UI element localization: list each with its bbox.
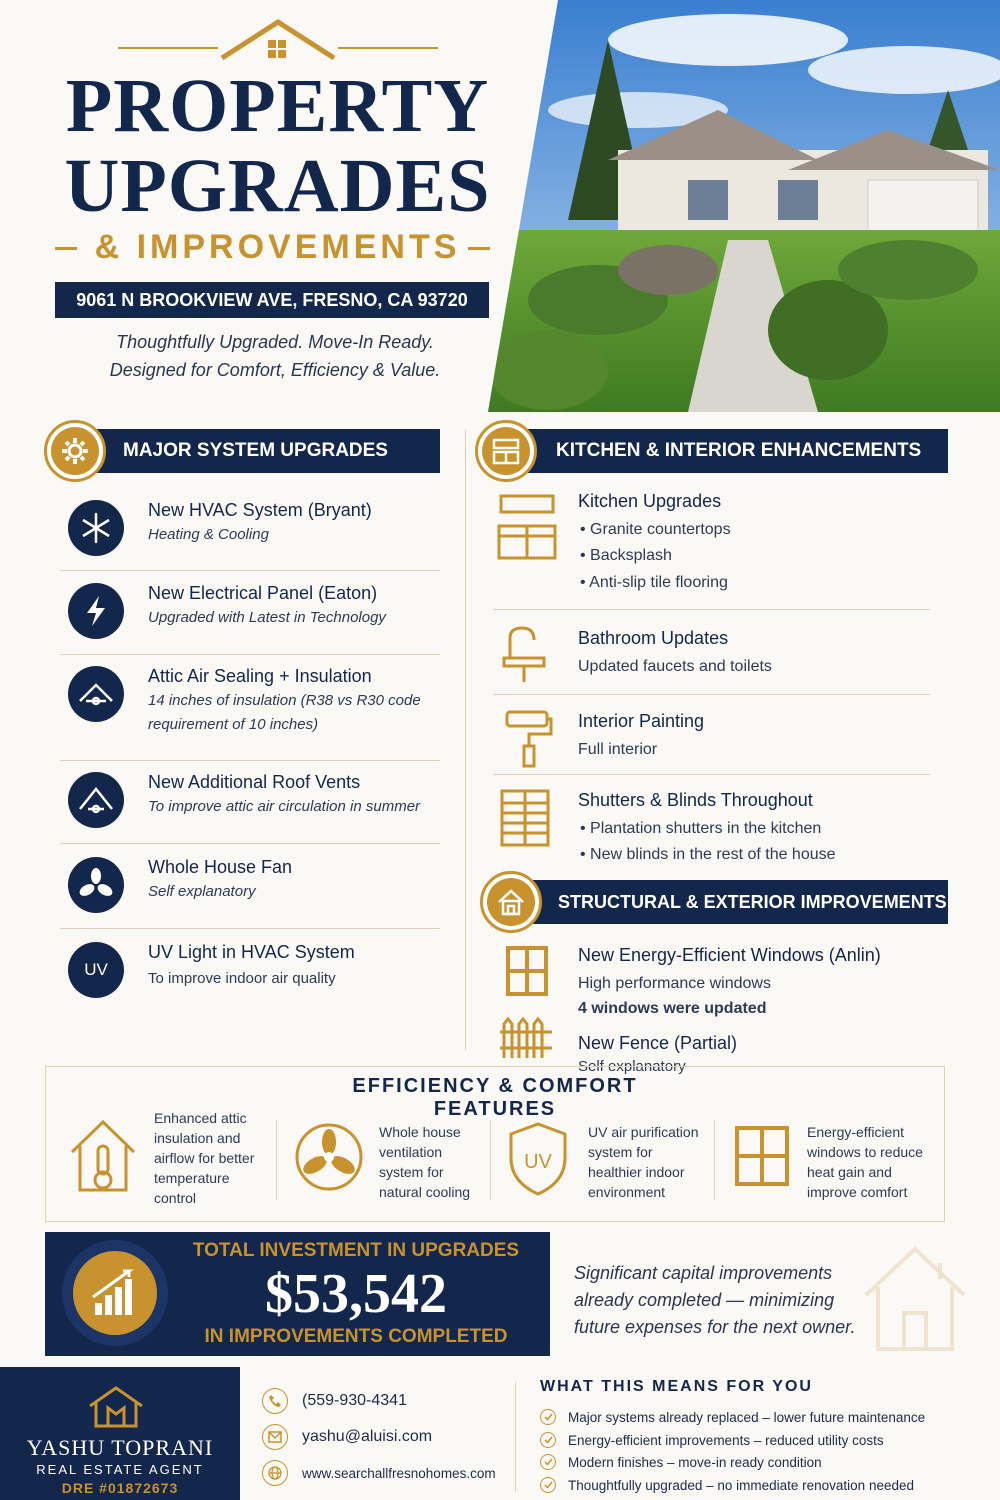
gear-icon [51,427,99,475]
thermometer-house-icon [68,1116,138,1201]
divider [60,928,440,929]
means-item [540,1454,822,1470]
structural-heading [520,880,948,924]
email-link[interactable] [262,1424,432,1450]
investment-label: TOTAL INVESTMENT IN UPGRADES [192,1240,520,1261]
gear-badge [44,420,106,482]
window-icon [732,1124,792,1193]
paint-title: Interior Painting [578,711,705,731]
house-roof-logo [118,18,438,62]
windows-line: High performance windows [578,975,771,992]
efficiency-text-windows: Energy-efficient windows to reduce heat gain and improve comfort [807,1124,923,1200]
divider [493,774,930,775]
fan-icon [68,857,124,913]
divider [276,1120,277,1200]
agent-dre: DRE #01872673 [61,1480,179,1496]
investment-badge [62,1240,168,1346]
investment-note-line: future expenses for the next owner. [574,1317,856,1337]
divider [60,654,440,655]
list-item-hvac [60,500,440,556]
kitchen-heading [508,429,948,473]
house-photo [488,0,1000,412]
agent-name: YASHU TOPRANI [26,1435,214,1460]
attic-title: Attic Air Sealing + Insulation [148,666,372,686]
attic-sub: 14 inches of insulation (R38 vs R30 code requirement of 10 inches) [148,692,421,733]
fence-line: Self explanatory [578,1058,686,1075]
footer-divider [515,1382,516,1492]
means-item [540,1477,914,1493]
efficiency-text-ventilation: Whole house ventilation system for natural cooling [379,1124,471,1200]
windows-count: 4 windows were updated [578,1000,767,1017]
phone-icon [262,1388,288,1414]
uv-sub: To improve indoor air quality [148,970,336,987]
list-item-fan [60,857,440,913]
electrical-sub: Upgraded with Latest in Technology [148,609,386,626]
envelope-icon [262,1424,288,1450]
shutters-bullet-text: Plantation shutters in the kitchen [590,820,822,837]
divider [493,609,930,610]
bath-title: Bathroom Updates [578,628,729,648]
structural-heading-text: STRUCTURAL & EXTERIOR IMPROVEMENTS [558,891,947,912]
check-icon [540,1432,556,1448]
check-icon [540,1409,556,1425]
list-item-uv [60,942,440,998]
means-item-text: Major systems already replaced – lower future maintenance [568,1409,926,1425]
structural-badge [480,871,542,933]
agent-role: REAL ESTATE AGENT [36,1462,204,1477]
divider [490,1120,491,1200]
kitchen-badge [475,420,537,482]
means-item-text: Thoughtfully upgraded – no immediate renovation needed [568,1477,914,1493]
agent-house-logo [86,1384,146,1433]
paint-roller-icon [490,702,560,772]
globe-icon [262,1460,288,1486]
roof-vents-sub: To improve attic air circulation in summer [148,798,421,815]
page-subtitle: & IMPROVEMENTS [94,228,461,266]
investment-note-line: already completed — minimizing [574,1290,835,1310]
efficiency-text-insulation: Enhanced attic insulation and airflow for better temperature control [154,1110,255,1206]
divider [60,570,440,571]
kitchen-bullet: • Backsplash [580,547,672,564]
roof-vent-icon [68,772,124,828]
lightning-icon [68,583,124,639]
check-icon [540,1477,556,1493]
uv-title: UV Light in HVAC System [148,942,355,962]
kitchen-bullet: • Anti-slip tile flooring [580,574,728,591]
major-upgrades-heading-text: MAJOR SYSTEM UPGRADES [123,440,388,461]
means-item-text: Modern finishes – move-in ready condition [568,1454,822,1470]
major-upgrades-heading [65,429,440,473]
snowflake-icon [68,500,124,556]
kitchen-bullet: • Granite countertops [580,521,731,538]
page-title-line2: UPGRADES [64,144,491,228]
growth-chart-icon [73,1251,157,1335]
investment-footer: IN IMPROVEMENTS COMPLETED [204,1326,508,1347]
attic-icon [68,666,124,722]
divider [493,694,930,695]
house-outline-icon [860,1235,970,1360]
uv-icon: UV [68,942,124,998]
kitchen-icon [492,492,562,562]
means-heading: WHAT THIS MEANS FOR YOU [540,1378,813,1395]
faucet-icon [488,620,558,690]
fan-title: Whole House Fan [148,857,293,877]
tagline-line2: Designed for Comfort, Efficiency & Value. [109,360,441,380]
divider [60,760,440,761]
house-icon [487,878,535,926]
means-item-text: Energy-efficient improvements – reduced utility costs [568,1432,884,1448]
check-icon [540,1454,556,1470]
shutters-bullet: • Plantation shutters in the kitchen [580,820,822,837]
shutters-bullet: • New blinds in the rest of the house [580,846,836,863]
website-text: www.searchallfresnohomes.com [302,1465,496,1481]
list-item-electrical [60,583,440,639]
fence-title: New Fence (Partial) [578,1033,738,1053]
means-item [540,1432,884,1448]
window-icon [492,937,562,1007]
list-item-attic [60,666,440,737]
uv-shield-icon [505,1118,571,1203]
fan-sub: Self explanatory [148,883,256,900]
phone-link[interactable] [262,1388,407,1414]
electrical-title: New Electrical Panel (Eaton) [148,583,378,603]
kitchen-heading-text: KITCHEN & INTERIOR ENHANCEMENTS [556,440,922,461]
shutters-title: Shutters & Blinds Throughout [578,790,813,810]
kitchen-cabinet-icon [482,427,530,475]
bath-line: Updated faucets and toilets [578,658,772,675]
kitchen-bullet-text: Granite countertops [590,521,731,538]
fan-icon [294,1122,364,1197]
svg-text:UV: UV [524,1151,552,1173]
investment-amount: $53,542 [265,1263,447,1325]
paint-line: Full interior [578,741,658,758]
investment-note-line: Significant capital improvements [574,1263,833,1283]
shutters-bullet-text: New blinds in the rest of the house [590,846,836,863]
column-divider [465,430,466,1050]
divider [714,1120,715,1200]
kitchen-bullet-text: Anti-slip tile flooring [589,574,728,591]
tagline-line1: Thoughtfully Upgraded. Move-In Ready. [116,332,434,352]
efficiency-heading: EFFICIENCY & COMFORT FEATURES [290,1075,700,1121]
list-item-roof-vents [60,772,440,828]
kitchen-title: Kitchen Upgrades [578,491,722,511]
fence-icon [498,1016,554,1065]
email-text: yashu@aluisi.com [302,1428,433,1445]
windows-title: New Energy-Efficient Windows (Anlin) [578,945,881,965]
means-item [540,1409,925,1425]
kitchen-bullet-text: Backsplash [590,547,672,564]
hvac-sub: Heating & Cooling [148,526,269,543]
page-title-line1: PROPERTY [65,64,490,148]
hvac-title: New HVAC System (Bryant) [148,500,372,520]
shutters-icon [490,783,560,853]
investment-note [574,1260,856,1341]
website-link[interactable] [262,1460,496,1486]
phone-text: (559-930-4341 [302,1392,407,1409]
divider [60,843,440,844]
address-bar: 9061 N BROOKVIEW AVE, FRESNO, CA 93720 [55,282,489,318]
efficiency-text-uv: UV air purification system for healthier indoor environment [588,1124,699,1200]
roof-vents-title: New Additional Roof Vents [148,772,361,792]
